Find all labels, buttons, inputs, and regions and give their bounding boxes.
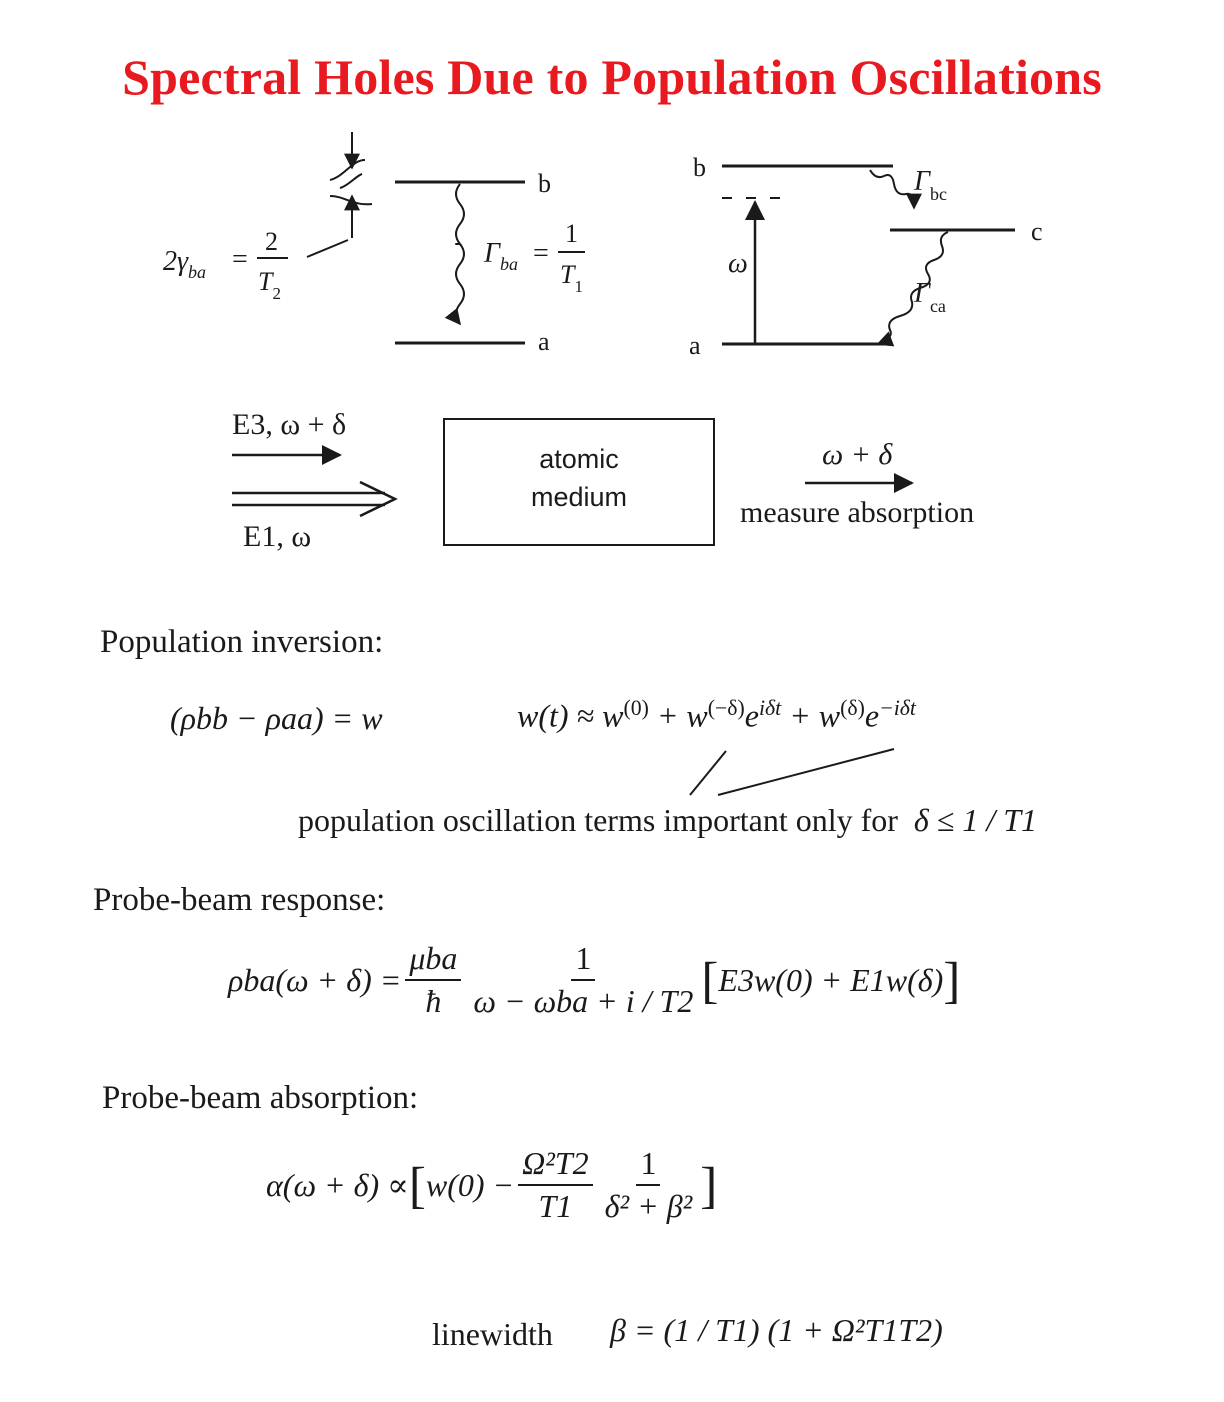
- atomic-medium-line2: medium: [530, 482, 628, 512]
- response-bracket-content: E3w(0) + E1w(δ): [718, 961, 944, 998]
- pointer-line: [307, 240, 348, 257]
- gamma-ca-label: $\Gamma_{ca}$: [914, 278, 946, 316]
- probe-beam-label: E3, ω + δ: [232, 408, 347, 441]
- linewidth-equation: β = (1 / T1) (1 + Ω²T1T2): [610, 1312, 943, 1348]
- inversion-equation: (ρbb − ρaa) = w: [170, 700, 383, 736]
- probe-absorption-equation: α(ω + δ) ∝ [ w(0) − $\frac{\text{Ω²T2}}{T1}$ $\frac{1}{\text{δ² + β²}}$ ]: [266, 1145, 718, 1224]
- output-freq-label: ω + δ: [822, 438, 893, 471]
- probe-response-equation: ρba(ω + δ) = $\frac{\text{μba}}{ħ}$ $\frac{1}{\text{ω − ωba + i / T2}}$ [ E3w(0) + E1w(δ) ]: [228, 940, 961, 1019]
- expansion-equation: $w(t) \approx w^{(0)} + w^{(-\delta)}e^{i\delta t} + w^{(\delta)}e^{-i\delta t}$: [517, 696, 916, 734]
- probe-response-heading: Probe-beam response:: [93, 882, 386, 918]
- population-note: population oscillation terms important only for δ ≤ 1 / T1: [298, 802, 1038, 838]
- absorption-frac2: $\frac{1}{\text{δ² + β²}}$: [604, 1145, 693, 1224]
- absorption-frac1: $\frac{\text{Ω²T2}}{T1}$: [518, 1145, 593, 1225]
- gamma-bc-label: $\Gamma_{bc}$: [914, 166, 947, 204]
- decay-ca-arrow: [878, 232, 948, 344]
- response-lhs: ρba(ω + δ) =: [228, 961, 402, 998]
- probe-absorption-heading: Probe-beam absorption:: [102, 1080, 419, 1116]
- three-level-system: [689, 153, 1043, 360]
- decay-lhs: $\Gamma_{ba}$: [484, 238, 518, 274]
- decay-eq-sign: =: [533, 238, 549, 269]
- atomic-medium-line1: atomic: [539, 444, 619, 474]
- decay-den: $T_1$: [560, 260, 583, 296]
- energy-level-diagrams: [0, 0, 1224, 380]
- gamma-lhs: $2\gamma_{ba}$: [163, 246, 207, 282]
- gamma-eq-sign: =: [232, 244, 248, 275]
- population-heading: Population inversion:: [100, 624, 384, 660]
- annotation-pointers: [680, 745, 910, 805]
- page-title: Spectral Holes Due to Population Oscillations: [122, 49, 1102, 105]
- pointer-to-minus-term: [690, 751, 726, 795]
- absorption-lhs: α(ω + δ) ∝: [266, 1167, 409, 1203]
- decay-wavy-arrow: [456, 184, 464, 324]
- atomic-medium-text: [444, 440, 714, 516]
- gamma-num: 2: [265, 227, 278, 256]
- two-level-system: [163, 132, 585, 356]
- level-a-label-3: a: [689, 331, 701, 360]
- pump-beam-head: [360, 482, 395, 516]
- pointer-to-plus-term: [718, 749, 894, 795]
- response-frac2: $\frac{1}{\text{ω − ωba + i / T2}}$: [473, 940, 694, 1019]
- pump-beam-label: E1, ω: [243, 520, 312, 553]
- decay-bc-arrow: [870, 170, 914, 208]
- response-frac1: $\frac{\text{μba}}{ħ}$: [405, 940, 461, 1020]
- linewidth-label: linewidth: [432, 1316, 553, 1352]
- level-b-label-3: b: [693, 153, 706, 182]
- level-c-label: c: [1031, 217, 1043, 246]
- measure-absorption-label: measure absorption: [740, 496, 975, 529]
- population-condition: δ ≤ 1 / T1: [913, 802, 1038, 838]
- gamma-den: $T_2$: [258, 267, 281, 303]
- decay-num: 1: [565, 219, 578, 248]
- level-a-label: a: [538, 327, 550, 356]
- level-b-label: b: [538, 169, 551, 198]
- omega-label: ω: [728, 248, 748, 279]
- absorption-term1: w(0) −: [425, 1166, 515, 1203]
